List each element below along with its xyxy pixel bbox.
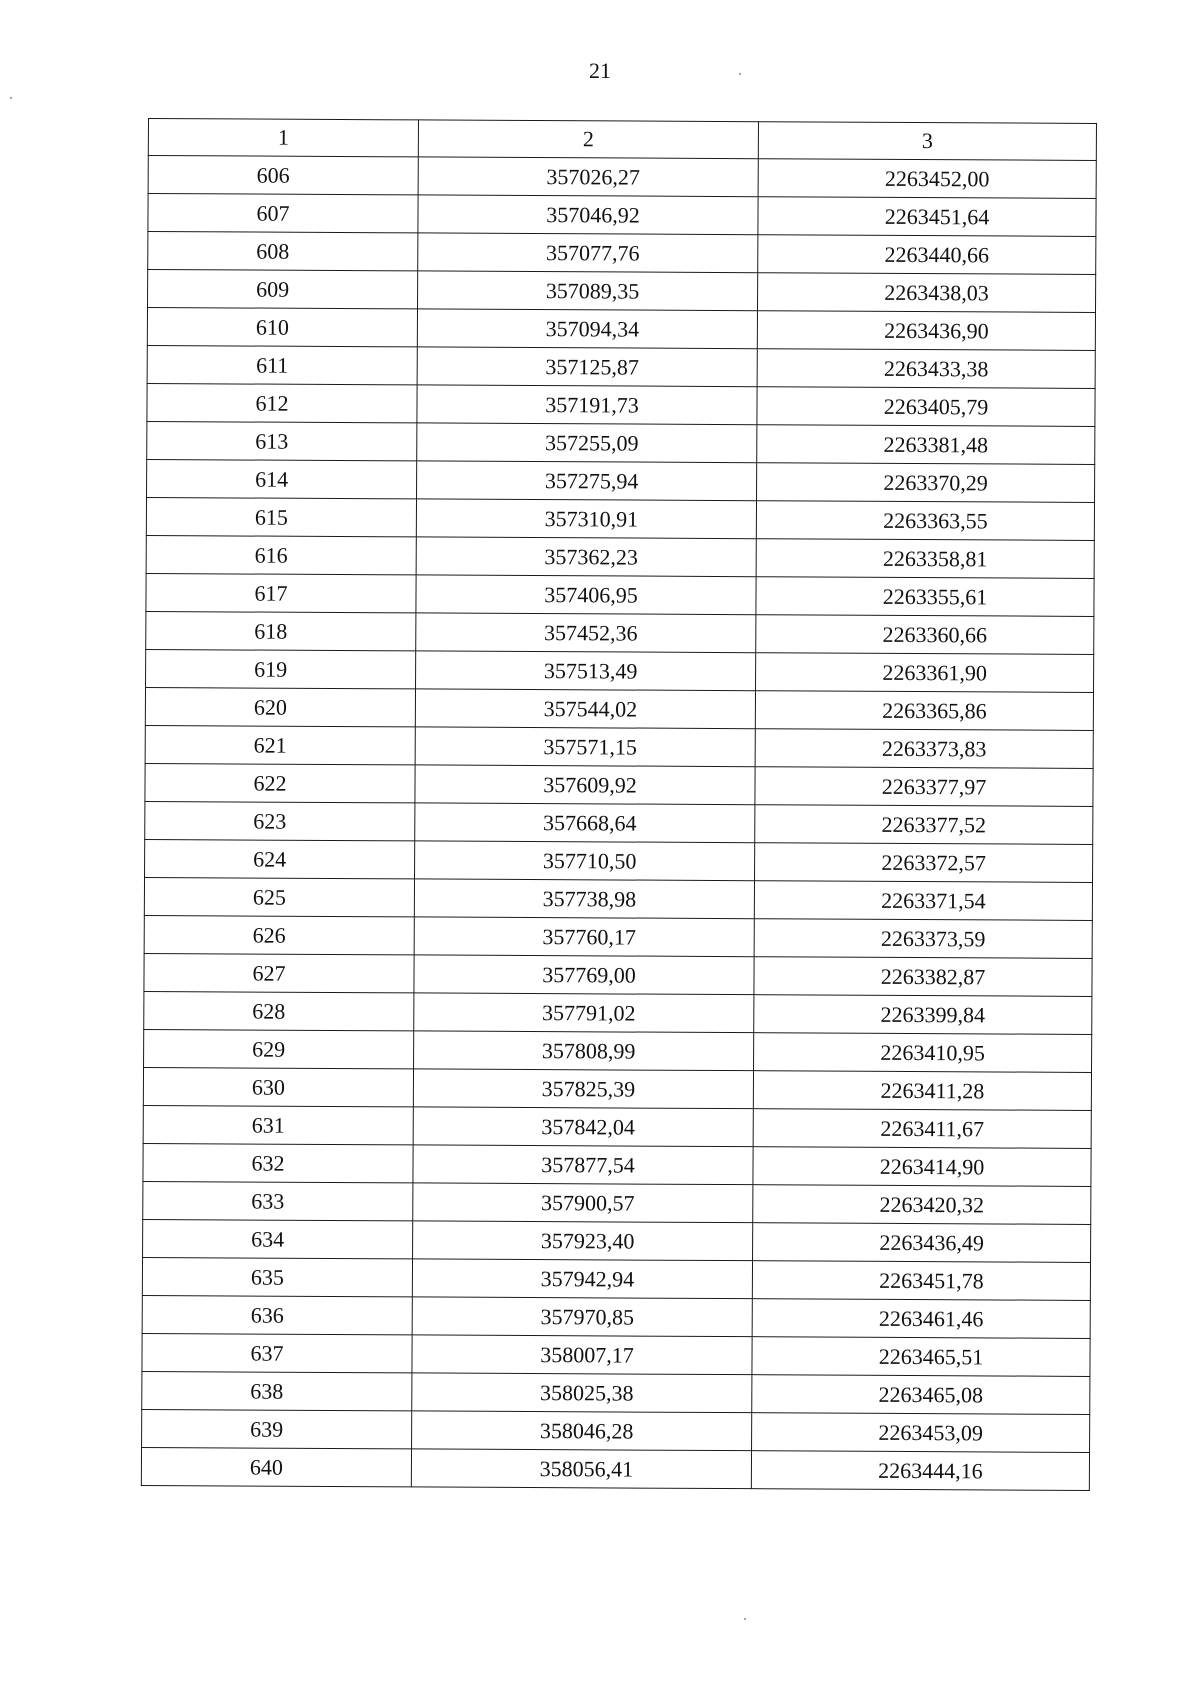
point-number-cell: 606 bbox=[148, 156, 418, 195]
point-number-cell: 639 bbox=[142, 1409, 412, 1448]
table-row bbox=[142, 1333, 1090, 1376]
scan-speck bbox=[744, 1618, 746, 1620]
table-row bbox=[143, 1219, 1091, 1262]
table-row bbox=[148, 194, 1096, 237]
point-number-cell: 627 bbox=[144, 953, 414, 992]
table-row bbox=[145, 687, 1093, 730]
table-row bbox=[146, 649, 1094, 692]
x-coordinate-cell: 357544,02 bbox=[415, 689, 755, 729]
point-number-cell: 622 bbox=[145, 763, 415, 802]
table-row bbox=[148, 232, 1096, 275]
table-row bbox=[146, 535, 1094, 578]
table-row bbox=[143, 1181, 1091, 1224]
table-row bbox=[144, 953, 1092, 996]
x-coordinate-cell: 358056,41 bbox=[411, 1449, 751, 1489]
x-coordinate-cell: 357513,49 bbox=[416, 651, 756, 691]
x-coordinate-cell: 357808,99 bbox=[414, 1031, 754, 1071]
y-coordinate-cell: 2263440,66 bbox=[758, 235, 1096, 275]
y-coordinate-cell: 2263451,64 bbox=[758, 197, 1096, 237]
point-number-cell: 610 bbox=[147, 308, 417, 347]
table-row bbox=[145, 839, 1093, 882]
point-number-cell: 607 bbox=[148, 194, 418, 233]
point-number-cell: 632 bbox=[143, 1143, 413, 1182]
y-coordinate-cell: 2263414,90 bbox=[753, 1147, 1091, 1187]
point-number-cell: 614 bbox=[147, 459, 417, 498]
point-number-cell: 640 bbox=[141, 1447, 411, 1486]
table-row bbox=[148, 270, 1096, 313]
x-coordinate-cell: 357970,85 bbox=[412, 1297, 752, 1337]
point-number-cell: 626 bbox=[144, 915, 414, 954]
y-coordinate-cell: 2263444,16 bbox=[751, 1451, 1089, 1491]
point-number-cell: 631 bbox=[143, 1105, 413, 1144]
x-coordinate-cell: 357362,23 bbox=[416, 537, 756, 577]
y-coordinate-cell: 2263371,54 bbox=[754, 881, 1092, 921]
column-header-1: 1 bbox=[148, 119, 418, 157]
point-number-cell: 623 bbox=[145, 801, 415, 840]
x-coordinate-cell: 358007,17 bbox=[412, 1335, 752, 1375]
y-coordinate-cell: 2263405,79 bbox=[757, 387, 1095, 427]
table-row bbox=[143, 1143, 1091, 1186]
table-row bbox=[148, 156, 1096, 199]
x-coordinate-cell: 357791,02 bbox=[414, 993, 754, 1033]
table-row bbox=[146, 611, 1094, 654]
y-coordinate-cell: 2263410,95 bbox=[754, 1033, 1092, 1073]
x-coordinate-cell: 357842,04 bbox=[413, 1107, 753, 1147]
x-coordinate-cell: 357191,73 bbox=[417, 385, 757, 425]
table-row bbox=[145, 763, 1093, 806]
x-coordinate-cell: 357452,36 bbox=[416, 613, 756, 653]
y-coordinate-cell: 2263373,83 bbox=[755, 729, 1093, 769]
column-header-2: 2 bbox=[418, 120, 758, 159]
table-row bbox=[142, 1409, 1090, 1452]
x-coordinate-cell: 357571,15 bbox=[415, 727, 755, 767]
y-coordinate-cell: 2263465,08 bbox=[752, 1375, 1090, 1415]
x-coordinate-cell: 357046,92 bbox=[418, 195, 758, 235]
point-number-cell: 608 bbox=[148, 232, 418, 271]
table-row bbox=[145, 725, 1093, 768]
x-coordinate-cell: 357089,35 bbox=[418, 271, 758, 311]
point-number-cell: 618 bbox=[146, 611, 416, 650]
x-coordinate-cell: 357310,91 bbox=[416, 499, 756, 539]
y-coordinate-cell: 2263360,66 bbox=[756, 615, 1094, 655]
y-coordinate-cell: 2263381,48 bbox=[757, 425, 1095, 465]
y-coordinate-cell: 2263461,46 bbox=[752, 1299, 1090, 1339]
x-coordinate-cell: 357609,92 bbox=[415, 765, 755, 805]
y-coordinate-cell: 2263433,38 bbox=[757, 349, 1095, 389]
point-number-cell: 624 bbox=[145, 839, 415, 878]
y-coordinate-cell: 2263355,61 bbox=[756, 577, 1094, 617]
table-header-row bbox=[148, 119, 1096, 161]
y-coordinate-cell: 2263363,55 bbox=[756, 501, 1094, 541]
scan-speck bbox=[10, 97, 12, 99]
y-coordinate-cell: 2263411,67 bbox=[753, 1109, 1091, 1149]
table-header bbox=[148, 119, 1096, 161]
table-row bbox=[146, 497, 1094, 540]
x-coordinate-cell: 357738,98 bbox=[414, 879, 754, 919]
page-number: 21 bbox=[589, 58, 611, 83]
y-coordinate-cell: 2263453,09 bbox=[752, 1413, 1090, 1453]
point-number-cell: 615 bbox=[146, 497, 416, 536]
point-number-cell: 638 bbox=[142, 1371, 412, 1410]
point-number-cell: 635 bbox=[142, 1257, 412, 1296]
x-coordinate-cell: 357125,87 bbox=[417, 347, 757, 387]
point-number-cell: 620 bbox=[145, 687, 415, 726]
y-coordinate-cell: 2263358,81 bbox=[756, 539, 1094, 579]
point-number-cell: 613 bbox=[147, 421, 417, 460]
table-row bbox=[141, 1447, 1089, 1490]
y-coordinate-cell: 2263373,59 bbox=[754, 919, 1092, 959]
table-row bbox=[147, 421, 1095, 464]
x-coordinate-cell: 357760,17 bbox=[414, 917, 754, 957]
point-number-cell: 628 bbox=[144, 991, 414, 1030]
point-number-cell: 629 bbox=[144, 1029, 414, 1068]
point-number-cell: 616 bbox=[146, 535, 416, 574]
table-row bbox=[147, 345, 1095, 388]
y-coordinate-cell: 2263452,00 bbox=[758, 159, 1096, 199]
table-row bbox=[144, 877, 1092, 920]
x-coordinate-cell: 357710,50 bbox=[415, 841, 755, 881]
point-number-cell: 630 bbox=[143, 1067, 413, 1106]
y-coordinate-cell: 2263465,51 bbox=[752, 1337, 1090, 1377]
y-coordinate-cell: 2263370,29 bbox=[757, 463, 1095, 503]
column-header-3: 3 bbox=[758, 122, 1096, 161]
x-coordinate-cell: 357406,95 bbox=[416, 575, 756, 615]
y-coordinate-cell: 2263399,84 bbox=[754, 995, 1092, 1035]
table-row bbox=[144, 991, 1092, 1034]
y-coordinate-cell: 2263411,28 bbox=[753, 1071, 1091, 1111]
x-coordinate-cell: 357877,54 bbox=[413, 1145, 753, 1185]
x-coordinate-cell: 357026,27 bbox=[418, 157, 758, 197]
scan-speck bbox=[739, 73, 741, 75]
table-row bbox=[147, 383, 1095, 426]
x-coordinate-cell: 357769,00 bbox=[414, 955, 754, 995]
x-coordinate-cell: 357942,94 bbox=[412, 1259, 752, 1299]
table-row bbox=[143, 1067, 1091, 1110]
point-number-cell: 637 bbox=[142, 1333, 412, 1372]
x-coordinate-cell: 357255,09 bbox=[417, 423, 757, 463]
table-row bbox=[144, 1029, 1092, 1072]
table-row bbox=[142, 1371, 1090, 1414]
point-number-cell: 612 bbox=[147, 383, 417, 422]
x-coordinate-cell: 358025,38 bbox=[412, 1373, 752, 1413]
coordinate-table bbox=[141, 118, 1097, 1491]
table-row bbox=[147, 459, 1095, 502]
table-row bbox=[144, 915, 1092, 958]
y-coordinate-cell: 2263361,90 bbox=[756, 653, 1094, 693]
y-coordinate-cell: 2263382,87 bbox=[754, 957, 1092, 997]
table-row bbox=[147, 308, 1095, 351]
table-body bbox=[141, 156, 1096, 1491]
point-number-cell: 636 bbox=[142, 1295, 412, 1334]
y-coordinate-cell: 2263377,52 bbox=[755, 805, 1093, 845]
point-number-cell: 619 bbox=[146, 649, 416, 688]
table-row bbox=[142, 1295, 1090, 1338]
x-coordinate-cell: 357077,76 bbox=[418, 233, 758, 273]
x-coordinate-cell: 357900,57 bbox=[413, 1183, 753, 1223]
y-coordinate-cell: 2263436,49 bbox=[753, 1223, 1091, 1263]
x-coordinate-cell: 357923,40 bbox=[413, 1221, 753, 1261]
point-number-cell: 609 bbox=[148, 270, 418, 309]
y-coordinate-cell: 2263436,90 bbox=[757, 311, 1095, 351]
x-coordinate-cell: 357094,34 bbox=[417, 309, 757, 349]
table-row bbox=[142, 1257, 1090, 1300]
point-number-cell: 617 bbox=[146, 573, 416, 612]
y-coordinate-cell: 2263451,78 bbox=[752, 1261, 1090, 1301]
table-row bbox=[146, 573, 1094, 616]
x-coordinate-cell: 357668,64 bbox=[415, 803, 755, 843]
table-row bbox=[145, 801, 1093, 844]
x-coordinate-cell: 357825,39 bbox=[413, 1069, 753, 1109]
y-coordinate-cell: 2263377,97 bbox=[755, 767, 1093, 807]
point-number-cell: 621 bbox=[145, 725, 415, 764]
point-number-cell: 633 bbox=[143, 1181, 413, 1220]
x-coordinate-cell: 357275,94 bbox=[417, 461, 757, 501]
point-number-cell: 611 bbox=[147, 345, 417, 384]
x-coordinate-cell: 358046,28 bbox=[412, 1411, 752, 1451]
y-coordinate-cell: 2263365,86 bbox=[755, 691, 1093, 731]
y-coordinate-cell: 2263438,03 bbox=[757, 273, 1095, 313]
y-coordinate-cell: 2263372,57 bbox=[755, 843, 1093, 883]
table-row bbox=[143, 1105, 1091, 1148]
point-number-cell: 634 bbox=[143, 1219, 413, 1258]
point-number-cell: 625 bbox=[144, 877, 414, 916]
y-coordinate-cell: 2263420,32 bbox=[753, 1185, 1091, 1225]
